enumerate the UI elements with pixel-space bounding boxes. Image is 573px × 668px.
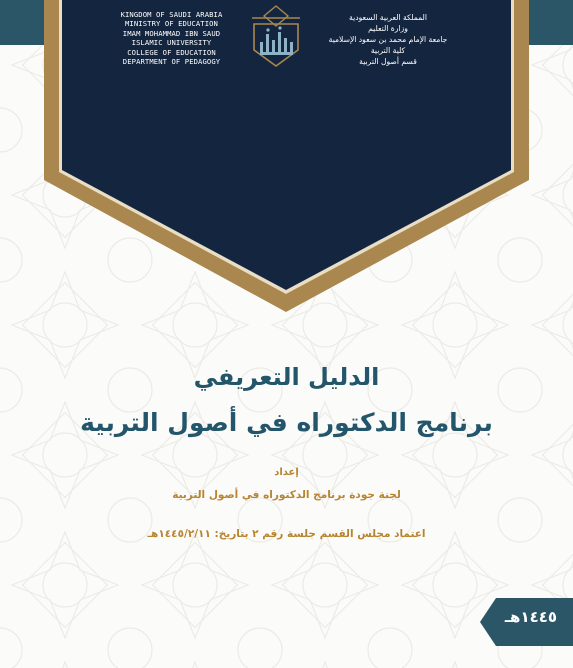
header-arabic-line: قسم أصول التربية bbox=[359, 57, 417, 66]
header-arabic-line: المملكة العربية السعودية bbox=[349, 13, 427, 22]
document-title: الدليل التعريفي bbox=[193, 363, 380, 391]
prepared-by-label: إعداد bbox=[274, 467, 299, 478]
header-english-text bbox=[104, 10, 239, 66]
banner-side-strip-right bbox=[525, 0, 573, 45]
header-arabic-text bbox=[318, 12, 458, 67]
header-english-line: KINGDOM OF SAUDI ARABIA bbox=[120, 10, 223, 19]
header-arabic-line: وزارة التعليم bbox=[368, 24, 408, 33]
header-english-line: ISLAMIC UNIVERSITY bbox=[131, 38, 212, 48]
university-logo-icon bbox=[248, 4, 304, 70]
header-english-line: MINISTRY OF EDUCATION bbox=[125, 19, 218, 29]
header-arabic-line: جامعة الإمام محمد بن سعود الإسلامية bbox=[328, 35, 448, 44]
banner-side-strip-left bbox=[0, 0, 48, 45]
header-english-line: DEPARTMENT OF PEDAGOGY bbox=[122, 57, 221, 67]
header-english-line: COLLEGE OF EDUCATION bbox=[127, 47, 216, 57]
approval-note: اعتماد مجلس القسم جلسة رقم ٢ بتاريخ: ١٤٤٥/٢/١١هـ bbox=[147, 528, 426, 540]
document-subtitle: برنامج الدكتوراه في أصول التربية bbox=[80, 408, 493, 437]
year-label: ١٤٤٥هـ bbox=[504, 608, 558, 626]
header-arabic-line: كلية التربية bbox=[370, 46, 406, 55]
header-english-line: IMAM MOHAMMAD IBN SAUD bbox=[122, 28, 221, 38]
committee-name: لجنة جودة برنامج الدكتوراه في أصول التربية bbox=[172, 489, 401, 501]
